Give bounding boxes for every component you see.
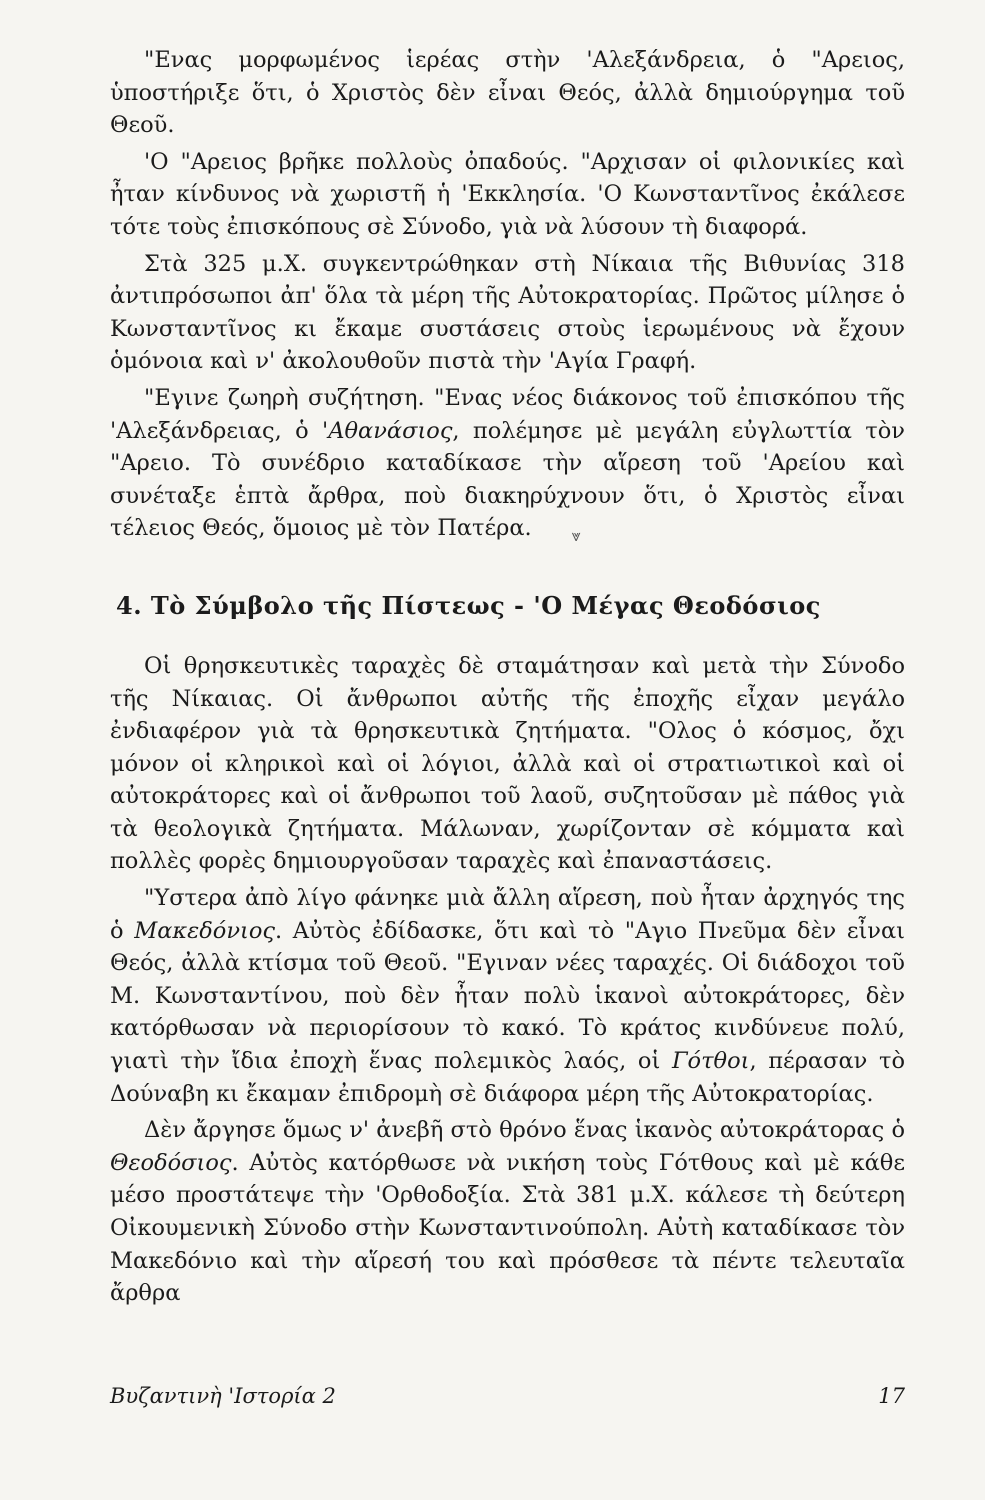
name-athanasius: 'Αθανάσιος <box>322 417 453 444</box>
paragraph-theodosius: Δὲν ἄργησε ὅμως ν' ἀνεβῆ στὸ θρόνο ἕνας ἱκανὸς αὐτοκράτορας ὁ Θεοδόσιος. Αὐτὸς κατόρθωσε νὰ νικήση τοὺς Γότθους καὶ μὲ κάθε μέσο προστάτεψε τὴν 'Ορθοδοξία. Στὰ 381 μ.Χ. κάλεσε τὴ δεύτερη Οἰκουμενικὴ Σύνοδο στὴν Κωνσταντινούπολη. Αὐτὴ καταδίκασε τὸν Μακεδόνιο καὶ τὴν αἵρεσή του καὶ πρόσθεσε τὰ πέντε τελευταῖα ἄρθρα <box>110 1117 905 1307</box>
paragraph-arius-intro: "Ενας μορφωμένος ἱερέας στὴν 'Αλεξάνδρεια, ὁ "Αρειος, ὑποστήριξε ὅτι, ὁ Χριστὸς δὲν εἶναι Θεός, ἀλλὰ δημιούργημα τοῦ Θεοῦ. <box>110 47 905 139</box>
margin-check-mark: ⩔ <box>571 526 581 546</box>
footer-book-title: Βυζαντινὴ 'Ιστορία 2 <box>110 1384 336 1408</box>
paragraph-arius-followers: 'Ο "Αρειος βρῆκε πολλοὺς ὀπαδούς. "Αρχισαν οἱ φιλονικίες καὶ ἦταν κίνδυνος νὰ χωριστῆ ἡ 'Εκκλησία. 'Ο Κωνσταντῖνος ἐκάλεσε τότε τοὺς ἐπισκόπους σὲ Σύνοδο, γιὰ νὰ λύσουν τὴ διαφορά. <box>110 148 905 240</box>
name-goths: Γότθοι <box>671 1048 750 1075</box>
name-macedonius: Μακεδόνιος <box>134 917 275 944</box>
paragraph-athanasius: "Εγινε ζωηρὴ συζήτηση. "Ενας νέος διάκονος τοῦ ἐπισκόπου τῆς 'Αλεξάνδρειας, ὁ 'Αθανάσιος, πολέμησε μὲ μεγάλη εὐγλωττία τὸν "Αρειο. Τὸ συνέδριο καταδίκασε τὴν αἵρεση τοῦ 'Αρείου καὶ συνέταξε ἑπτὰ ἄρθρα, ποὺ διακηρύχνουν ὅτι, ὁ Χριστὸς εἶναι τέλειος Θεός, ὅμοιος μὲ τὸν Πατέρα. ⩔ <box>110 382 905 547</box>
section-heading: 4. Τὸ Σύμβολο τῆς Πίστεως - 'Ο Μέγας Θεοδόσιος <box>116 590 821 620</box>
name-theodosius: Θεοδόσιος <box>110 1149 232 1176</box>
paragraph-religious-unrest: Οἱ θρησκευτικὲς ταραχὲς δὲ σταμάτησαν καὶ μετὰ τὴν Σύνοδο τῆς Νίκαιας. Οἱ ἄνθρωποι αὐτῆς τῆς ἐποχῆς εἶχαν μεγάλο ἐνδιαφέρον γιὰ τὰ θρησκευτικὰ ζητήματα. "Ολος ὁ κόσμος, ὄχι μόνον οἱ κληρικοὶ καὶ οἱ λόγιοι, ἀλλὰ καὶ οἱ στρατιωτικοὶ καὶ οἱ αὐτοκράτορες καὶ οἱ ἄνθρωποι τοῦ λαοῦ, συζητοῦσαν μὲ πάθος γιὰ τὰ θεολογικὰ ζητήματα. Μάλωναν, χωρίζονταν σὲ κόμματα καὶ πολλὲς φορὲς δημιουργοῦσαν ταραχὲς καὶ ἐπαναστάσεις. <box>110 652 905 875</box>
page-number: 17 <box>878 1384 905 1408</box>
paragraph-macedonius: "Υστερα ἀπὸ λίγο φάνηκε μιὰ ἄλλη αἵρεση, ποὺ ἦταν ἀρχηγός της ὁ Μακεδόνιος. Αὐτὸς ἐδίδασκε, ὅτι καὶ τὸ "Αγιο Πνεῦμα δὲν εἶναι Θεός, ἀλλὰ κτίσμα τοῦ Θεοῦ. "Εγιναν νέες ταραχές. Οἱ διάδοχοι τοῦ Μ. Κωνσταντίνου, ποὺ δὲν ἦταν πολὺ ἱκανοὶ αὐτοκράτορες, δὲν κατόρθωσαν νὰ περιορίσουν τὸ κακό. Τὸ κράτος κινδύνευε πολύ, γιατὶ τὴν ἴδια ἐποχὴ ἕνας πολεμικὸς λαός, οἱ Γότθοι, πέρασαν τὸ Δούναβη κι ἔκαμαν ἐπιδρομὴ σὲ διάφορα μέρη τῆς Αὐτοκρατορίας. <box>110 885 905 1107</box>
paragraph-council-nicaea: Στὰ 325 μ.Χ. συγκεντρώθηκαν στὴ Νίκαια τῆς Βιθυνίας 318 ἀντιπρόσωποι ἀπ' ὅλα τὰ μέρη τῆς Αὐτοκρατορίας. Πρῶτος μίλησε ὁ Κωνσταντῖνος κι ἔκαμε συστάσεις στοὺς ἱερωμένους νὰ ἔχουν ὁμόνοια καὶ ν' ἀκολουθοῦν πιστὰ τὴν 'Αγία Γραφή. <box>110 250 905 375</box>
